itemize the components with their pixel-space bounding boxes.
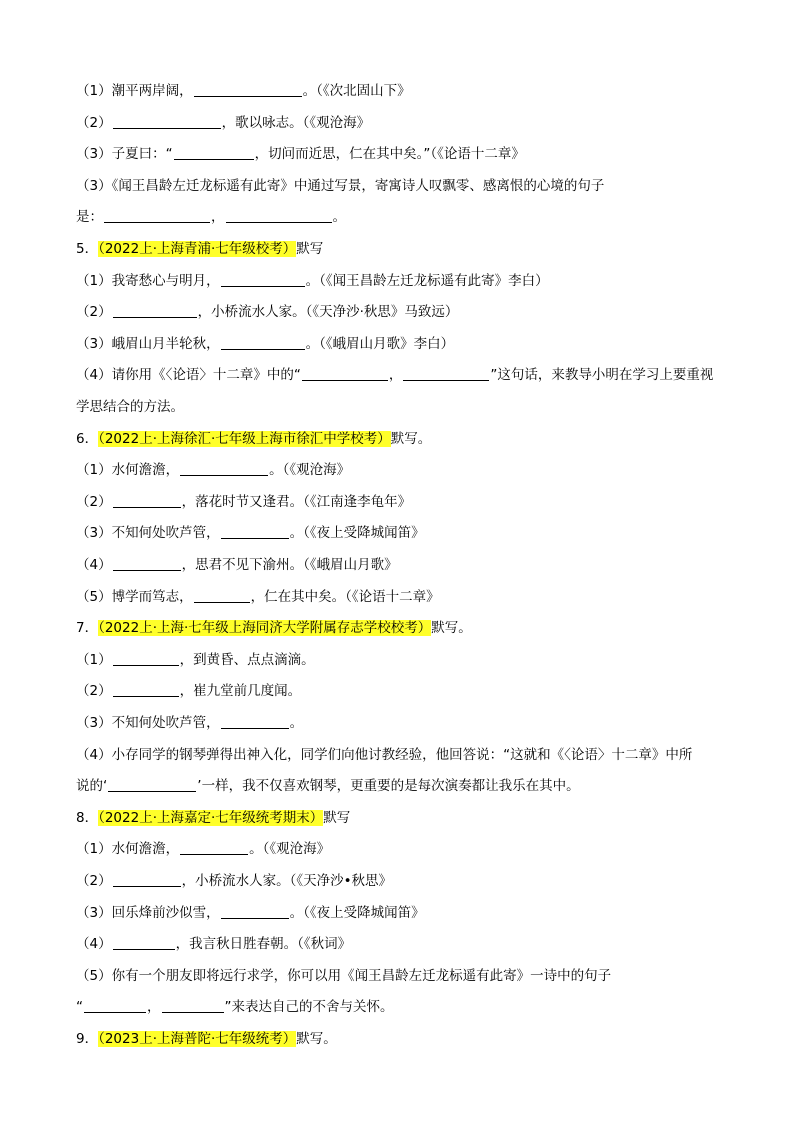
answer-blank bbox=[221, 335, 305, 350]
answer-blank bbox=[84, 998, 146, 1013]
text-segment: 9． bbox=[76, 1031, 99, 1047]
answer-blank bbox=[104, 208, 210, 223]
text-segment: ， bbox=[211, 209, 225, 226]
text-line bbox=[76, 1029, 337, 1049]
text-line bbox=[76, 302, 458, 322]
text-segment: （3）峨眉山月半轮秋， bbox=[76, 335, 220, 352]
text-line bbox=[76, 681, 301, 701]
text-segment: ，小桥流水人家。（《天净沙•秋思》 bbox=[181, 873, 393, 889]
text-line bbox=[76, 713, 303, 733]
text-line bbox=[76, 397, 184, 417]
text-segment: （1）我寄愁心与明月， bbox=[76, 272, 220, 289]
answer-blank bbox=[108, 777, 196, 792]
text-segment: （5）你有一个朋友即将远行求学，你可以用《闻王昌龄左迁龙标遥有此寄》一诗中的句子 bbox=[76, 967, 612, 984]
answer-blank bbox=[113, 556, 181, 571]
text-segment: ，仁在其中矣。（《论语十二章》 bbox=[250, 588, 440, 605]
text-segment: 5． bbox=[76, 241, 99, 257]
answer-blank bbox=[403, 366, 489, 381]
answer-blank bbox=[113, 114, 221, 129]
text-segment: 。（《峨眉山月歌》李白） bbox=[305, 335, 455, 352]
source-highlight: （2022上·上海徐汇·七年级上海市徐汇中学校考） bbox=[98, 430, 391, 447]
answer-blank bbox=[194, 588, 250, 603]
text-line bbox=[76, 365, 713, 385]
text-line bbox=[76, 429, 431, 449]
text-segment: ，落花时节又逢君。（《江南逢李龟年》 bbox=[181, 493, 412, 510]
answer-blank bbox=[113, 935, 175, 950]
text-line bbox=[76, 587, 440, 607]
text-segment: 。 bbox=[332, 209, 346, 226]
answer-blank bbox=[113, 651, 179, 666]
answer-blank bbox=[221, 904, 289, 919]
text-line bbox=[76, 176, 604, 196]
text-line bbox=[76, 113, 370, 133]
text-segment: 默写 bbox=[296, 241, 324, 257]
text-segment: （2） bbox=[76, 873, 112, 889]
text-segment: （1）水何澹澹， bbox=[76, 841, 180, 858]
text-line bbox=[76, 334, 454, 354]
text-segment: “ bbox=[76, 999, 83, 1016]
text-line bbox=[76, 966, 611, 986]
answer-blank bbox=[113, 303, 197, 318]
text-line bbox=[76, 492, 411, 512]
text-segment: 默写。 bbox=[431, 620, 472, 637]
answer-blank bbox=[113, 872, 181, 887]
answer-blank bbox=[113, 493, 181, 508]
answer-blank bbox=[226, 208, 332, 223]
text-segment: ”这句话，来教导小明在学习上要重视 bbox=[490, 367, 714, 384]
text-segment: （3）不知何处吹芦管， bbox=[76, 525, 220, 542]
text-line bbox=[76, 618, 472, 638]
text-segment: 默写 bbox=[323, 809, 351, 826]
answer-blank bbox=[180, 840, 248, 855]
source-highlight: （2022上·上海·七年级上海同济大学附属存志学校校考） bbox=[98, 620, 432, 637]
text-line bbox=[76, 81, 411, 101]
text-segment: （2） bbox=[76, 493, 112, 510]
answer-blank bbox=[162, 998, 224, 1013]
text-segment: ，歌以咏志。（《观沧海》 bbox=[221, 114, 371, 131]
answer-blank bbox=[180, 461, 268, 476]
text-segment: 8． bbox=[76, 809, 99, 826]
text-segment: （2） bbox=[76, 304, 112, 321]
text-segment: （1） bbox=[76, 651, 112, 668]
text-line bbox=[76, 144, 525, 164]
text-segment: （3）回乐烽前沙似雪， bbox=[76, 904, 220, 921]
text-segment: 。（《观沧海》 bbox=[269, 462, 351, 479]
text-segment: 。（《夜上受降城闻笛》 bbox=[289, 525, 425, 542]
text-line bbox=[76, 997, 394, 1017]
text-segment: （2） bbox=[76, 114, 112, 131]
text-segment: （5）博学而笃志， bbox=[76, 588, 193, 605]
text-segment: （4）请你用《〈论语〉十二章》中的“ bbox=[76, 367, 301, 384]
text-segment: 。 bbox=[289, 715, 304, 731]
text-segment: （2） bbox=[76, 683, 112, 700]
answer-blank bbox=[174, 145, 254, 160]
text-line bbox=[76, 523, 425, 543]
text-segment: ，崔九堂前几度闻。 bbox=[179, 683, 302, 700]
answer-blank bbox=[221, 272, 305, 287]
text-segment: ”来表达自己的不舍与关怀。 bbox=[224, 999, 394, 1016]
text-segment: 默写。 bbox=[296, 1031, 337, 1047]
answer-blank bbox=[113, 682, 179, 697]
text-line bbox=[76, 776, 580, 796]
text-line bbox=[76, 555, 398, 575]
text-segment: ，切问而近思，仁在其中矣。”（《论语十二章》 bbox=[254, 146, 525, 163]
text-segment: ，思君不见下渝州。（《峨眉山月歌》 bbox=[181, 557, 398, 573]
source-highlight: （2022上·上海青浦·七年级校考） bbox=[98, 241, 297, 257]
text-segment: 。（《次北固山下》 bbox=[302, 83, 411, 99]
text-line bbox=[76, 808, 350, 828]
text-segment: 默写。 bbox=[390, 430, 432, 447]
text-line bbox=[76, 650, 315, 670]
text-line bbox=[76, 871, 392, 891]
text-line bbox=[76, 934, 351, 954]
text-line bbox=[76, 839, 330, 859]
text-segment: ’一样，我不仅喜欢钢琴，更重要的是每次演奏都让我乐在其中。 bbox=[197, 778, 580, 795]
text-line bbox=[76, 460, 350, 480]
source-highlight: （2022上·上海嘉定·七年级统考期末） bbox=[98, 809, 324, 826]
text-segment: （1）水何澹澹， bbox=[76, 462, 180, 479]
text-segment: ， bbox=[147, 999, 161, 1016]
text-segment: ， bbox=[388, 367, 403, 384]
text-line bbox=[76, 207, 346, 227]
text-segment: （3）子夏曰：“ bbox=[76, 146, 173, 163]
text-segment: （3）《闻王昌龄左迁龙标遥有此寄》中通过写景，寄寓诗人叹飘零、感离恨的心境的句子 bbox=[76, 177, 605, 194]
text-line bbox=[76, 271, 549, 291]
answer-blank bbox=[221, 524, 289, 539]
text-segment: ，到黄昏、点点滴滴。 bbox=[179, 651, 315, 668]
text-segment: 说的‘ bbox=[76, 778, 108, 795]
answer-blank bbox=[194, 82, 302, 97]
text-segment: 6． bbox=[76, 430, 99, 447]
text-segment: 。（《闻王昌龄左迁龙标遥有此寄》李白） bbox=[305, 272, 549, 289]
text-line bbox=[76, 239, 323, 259]
text-segment: 学思结合的方法。 bbox=[76, 399, 184, 415]
text-line bbox=[76, 745, 692, 765]
text-segment: （4） bbox=[76, 557, 112, 573]
text-segment: 。（《观沧海》 bbox=[249, 841, 331, 858]
answer-blank bbox=[221, 714, 289, 729]
text-segment: 。（《夜上受降城闻笛》 bbox=[289, 904, 425, 921]
text-segment: （1）潮平两岸阔， bbox=[76, 83, 193, 99]
text-segment: 7． bbox=[76, 620, 99, 637]
source-highlight: （2023上·上海普陀·七年级统考） bbox=[98, 1031, 297, 1047]
text-segment: （4） bbox=[76, 936, 112, 953]
text-segment: ，小桥流水人家。（《天净沙·秋思》马致远） bbox=[197, 304, 459, 321]
text-segment: 是： bbox=[76, 209, 103, 226]
text-segment: ，我言秋日胜春朝。（《秋词》 bbox=[175, 936, 352, 953]
text-segment: （3）不知何处吹芦管， bbox=[76, 715, 220, 731]
answer-blank bbox=[302, 366, 388, 381]
text-line bbox=[76, 903, 425, 923]
text-segment: （4）小存同学的钢琴弹得出神入化，同学们向他讨教经验，他回答说：“这就和《〈论语〉十二章》中所 bbox=[76, 746, 693, 763]
